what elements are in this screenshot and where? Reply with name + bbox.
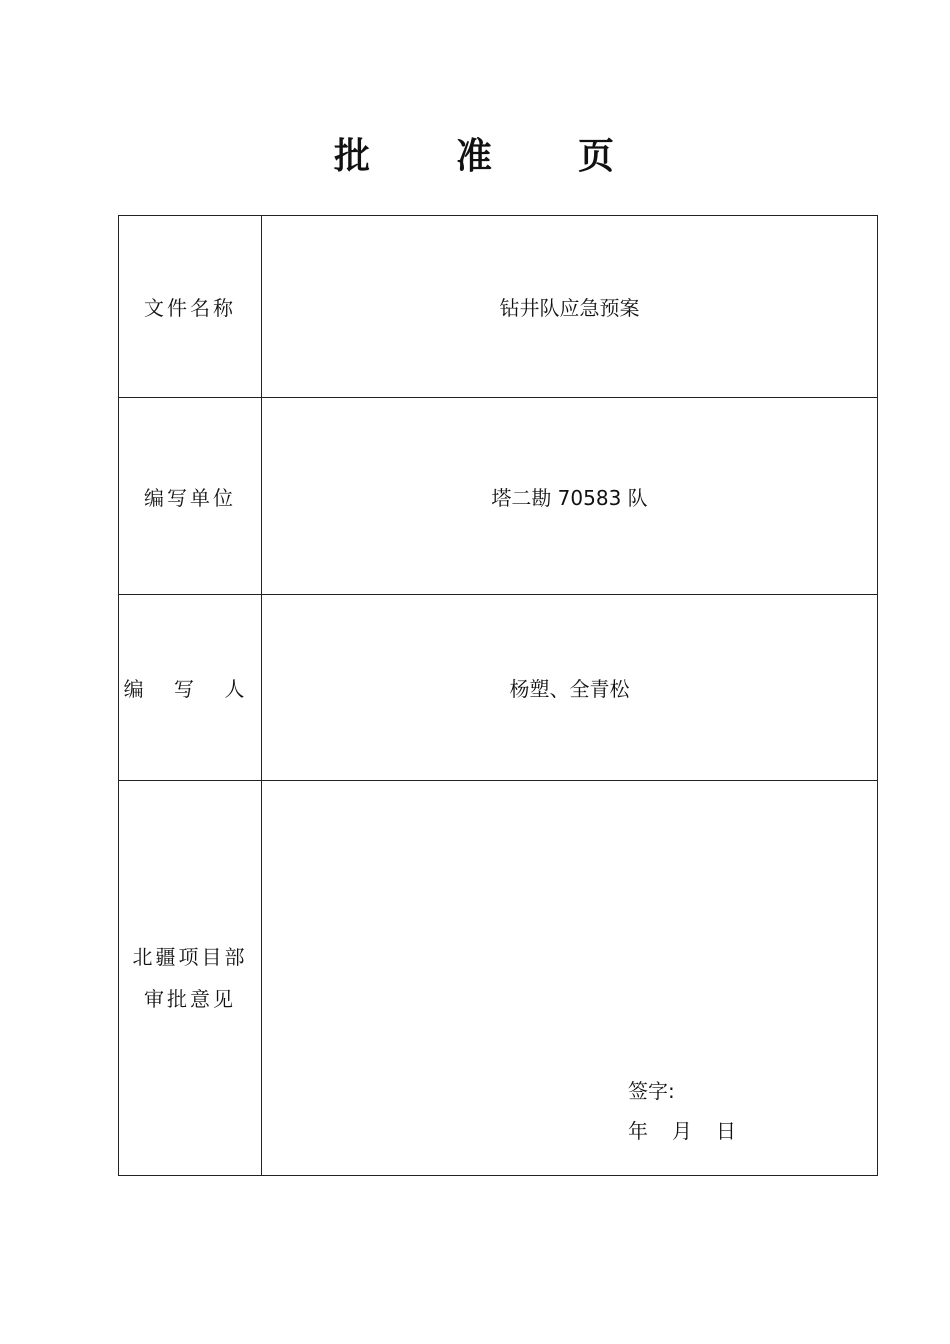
date-year-label: 年 (628, 1119, 648, 1143)
compiling-unit-label: 编写单位 (119, 398, 262, 595)
title-char-1: 批 (333, 136, 372, 177)
approval-opinion-label-line-1: 北疆项目部 (132, 945, 248, 969)
title-char-3: 页 (578, 136, 617, 177)
date-line (628, 1111, 760, 1151)
approval-opinion-label (119, 781, 262, 1176)
author-value: 杨塑、全青松 (262, 595, 878, 781)
date-day-label: 日 (716, 1119, 736, 1143)
author-label: 编 写 人 (119, 595, 262, 781)
document-name-label: 文件名称 (119, 216, 262, 398)
approval-table (118, 215, 878, 1176)
title-char-2: 准 (455, 136, 494, 177)
table-row (119, 781, 878, 1176)
page-title (0, 128, 950, 179)
compiling-unit-value: 塔二勘 70583 队 (262, 398, 878, 595)
signature-label: 签字: (628, 1079, 675, 1103)
table-row (119, 595, 878, 781)
signature-block (628, 1071, 760, 1151)
approval-opinion-field[interactable] (262, 781, 878, 1176)
approval-opinion-label-line-2: 审批意见 (144, 987, 236, 1011)
date-month-label: 月 (672, 1119, 692, 1143)
document-name-value: 钻井队应急预案 (262, 216, 878, 398)
table-row (119, 216, 878, 398)
table-row (119, 398, 878, 595)
